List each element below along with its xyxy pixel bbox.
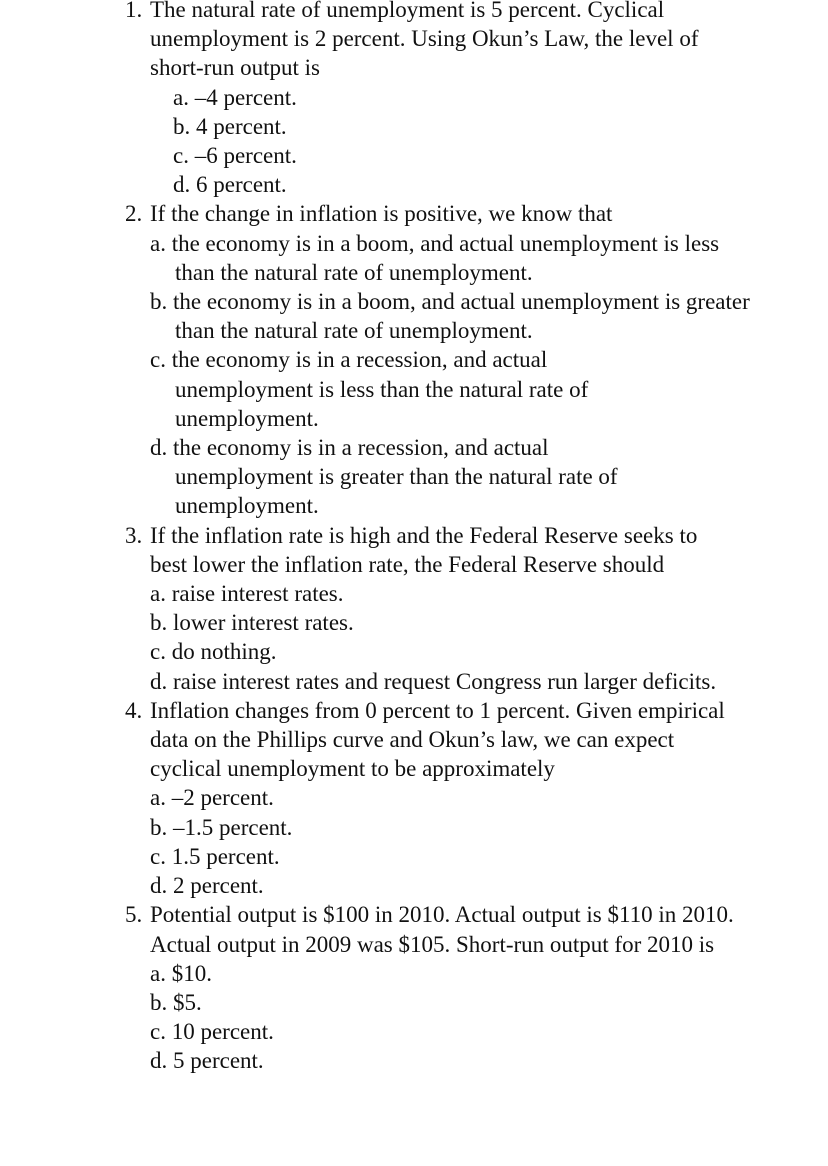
answer-choice-c: c. do nothing. bbox=[150, 639, 277, 665]
answer-choice-d: d. 6 percent. bbox=[173, 172, 287, 198]
answer-choice-a: a. raise interest rates. bbox=[150, 581, 344, 607]
answer-choice-a: a. –2 percent. bbox=[150, 785, 274, 811]
question-stem: Potential output is $100 in 2010. Actual output is $110 in 2010. Actual output in 2009 was $105. Short-run output for 2010 is bbox=[150, 902, 734, 957]
answer-choice-a: a. –4 percent. bbox=[173, 84, 297, 110]
answer-choice-d: d. 2 percent. bbox=[150, 873, 264, 899]
answer-choice-c: c. 10 percent. bbox=[150, 1019, 274, 1045]
answer-choice-b: b. lower interest rates. bbox=[150, 610, 354, 636]
question-number: 3. bbox=[125, 522, 143, 548]
answer-choices bbox=[150, 83, 750, 200]
answer-choices bbox=[150, 959, 750, 1076]
answer-choice-c: c. the economy is in a recession, and actual unemployment is less than the natural rate of unemployment. bbox=[150, 347, 589, 431]
answer-choice-b: b. 4 percent. bbox=[173, 113, 287, 139]
answer-choice-b: b. $5. bbox=[150, 989, 202, 1015]
question-number: 4. bbox=[125, 697, 143, 723]
answer-choice-d: d. 5 percent. bbox=[150, 1048, 264, 1074]
answer-choice-d: d. raise interest rates and request Congress run larger deficits. bbox=[150, 668, 717, 694]
question-stem: If the inflation rate is high and the Federal Reserve seeks to best lower the inflation rate, the Federal Reserve should bbox=[150, 522, 698, 577]
answer-choice-c: c. –6 percent. bbox=[173, 143, 297, 169]
answer-choice-d: d. the economy is in a recession, and actual unemployment is greater than the natural rate of unemployment. bbox=[150, 435, 618, 519]
answer-choices bbox=[150, 579, 750, 696]
answer-choice-c: c. 1.5 percent. bbox=[150, 843, 280, 869]
question-number: 5. bbox=[125, 902, 143, 928]
question-3 bbox=[0, 521, 750, 696]
answer-choices bbox=[150, 229, 750, 521]
answer-choice-b: b. the economy is in a boom, and actual unemployment is greater than the natural rate of unemployment. bbox=[150, 289, 750, 344]
question-number: 2. bbox=[125, 201, 143, 227]
question-4 bbox=[0, 696, 750, 900]
question-stem: The natural rate of unemployment is 5 percent. Cyclical unemployment is 2 percent. Using Okun’s Law, the level of short-run output is bbox=[150, 0, 699, 81]
question-stem: If the change in inflation is positive, we know that bbox=[150, 201, 613, 227]
question-5 bbox=[0, 900, 750, 1075]
question-stem: Inflation changes from 0 percent to 1 percent. Given empirical data on the Phillips curve and Okun’s law, we can expect cyclical unemployment to be approximately bbox=[150, 697, 725, 782]
question-1 bbox=[0, 0, 750, 199]
answer-choice-a: a. the economy is in a boom, and actual unemployment is less than the natural rate of unemployment. bbox=[150, 230, 720, 285]
question-2 bbox=[0, 199, 750, 520]
answer-choice-b: b. –1.5 percent. bbox=[150, 814, 293, 840]
answer-choices bbox=[150, 783, 750, 900]
question-number: 1. bbox=[125, 0, 143, 22]
answer-choice-a: a. $10. bbox=[150, 960, 212, 986]
